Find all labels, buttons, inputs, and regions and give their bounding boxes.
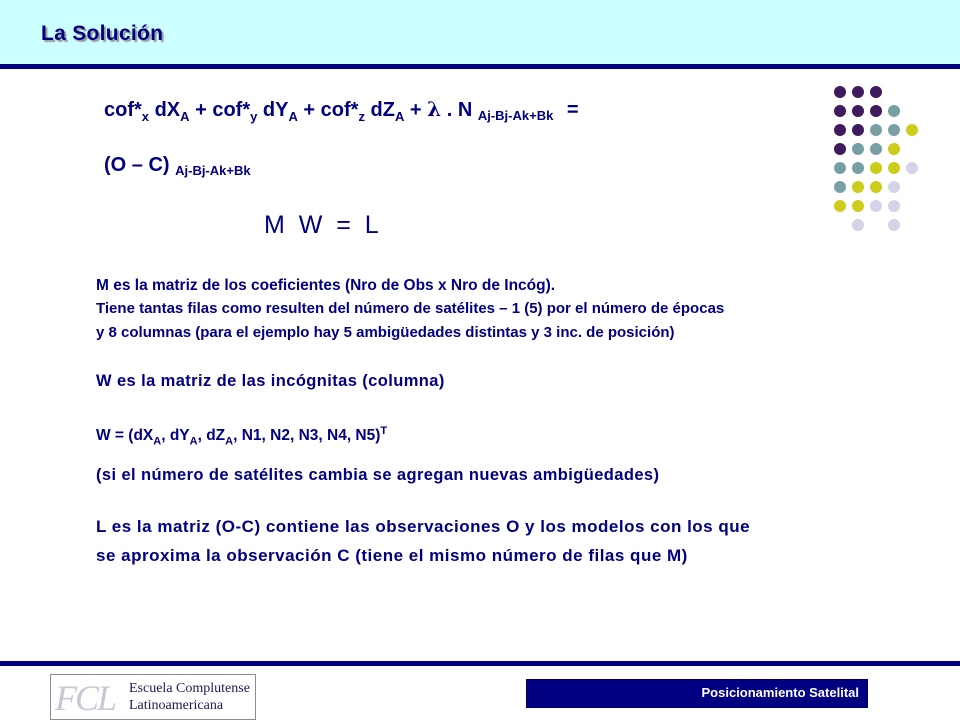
decorative-dot <box>834 86 846 98</box>
decorative-dot <box>870 124 882 136</box>
decorative-dot <box>870 105 882 117</box>
decorative-dot <box>906 162 918 174</box>
decorative-dot <box>870 86 882 98</box>
equation-line-1 <box>104 97 579 124</box>
m-definition: M es la matriz de los coeficientes (Nro de Obs x Nro de Incóg). <box>96 277 556 294</box>
logo-mark: FCL <box>55 678 116 718</box>
eq-text: (O – C) <box>104 154 176 176</box>
w-vec-text: , N1, N2, N3, N4, N5) <box>233 427 381 445</box>
decorative-dot <box>834 181 846 193</box>
lambda-symbol: λ <box>427 97 442 121</box>
decorative-dot <box>852 105 864 117</box>
l-definition-line-2: se aproxima la observación C (tiene el mismo número de filas que M) <box>96 546 688 565</box>
decorative-dot <box>834 124 846 136</box>
decorative-dot <box>870 181 882 193</box>
logo-text <box>129 680 250 714</box>
header-divider <box>0 64 960 69</box>
eq-sub: z <box>358 109 365 124</box>
school-logo <box>50 674 256 720</box>
w-vec-sub: A <box>225 435 234 448</box>
decorative-dot <box>870 162 882 174</box>
course-badge-label: Posicionamiento Satelital <box>701 685 859 700</box>
m-cols-text: y 8 columnas (para el ejemplo hay 5 ambigüedades distintas y 3 inc. de posición) <box>96 324 675 341</box>
decorative-dot <box>906 124 918 136</box>
w-definition: W es la matriz de las incógnitas (columna) <box>96 372 445 390</box>
decorative-dot <box>888 219 900 231</box>
eq-sub: y <box>250 109 258 124</box>
course-badge <box>526 679 868 708</box>
eq-sub: Aj-Bj-Ak+Bk <box>175 163 251 178</box>
decorative-dot-grid <box>828 86 938 236</box>
footer-divider <box>0 661 960 666</box>
equation-line-2 <box>104 154 251 177</box>
decorative-dot <box>852 162 864 174</box>
eq-text: = <box>561 99 579 121</box>
eq-text: + cof* <box>297 99 359 121</box>
slide-title: La Solución <box>41 22 164 45</box>
decorative-dot <box>852 124 864 136</box>
l-definition-line-1: L es la matriz (O-C) contiene las observaciones O y los modelos con los que <box>96 517 751 536</box>
w-vec-sub: A <box>189 435 198 448</box>
eq-sub: Aj-Bj-Ak+Bk <box>477 108 554 123</box>
decorative-dot <box>852 219 864 231</box>
eq-text: dZ <box>364 99 395 121</box>
decorative-dot <box>888 181 900 193</box>
w-vec-text: W = (dX <box>96 427 154 445</box>
logo-line-1: Escuela Complutense <box>129 681 250 696</box>
decorative-dot <box>852 181 864 193</box>
decorative-dot <box>834 200 846 212</box>
eq-sub: x <box>141 109 150 124</box>
w-vec-text: , dY <box>161 427 190 445</box>
decorative-dot <box>834 105 846 117</box>
eq-text: dY <box>257 99 289 121</box>
eq-sub: A <box>394 109 405 124</box>
decorative-dot <box>888 143 900 155</box>
decorative-dot <box>834 143 846 155</box>
matrix-equation: M W = L <box>264 211 379 239</box>
decorative-dot <box>870 200 882 212</box>
eq-text: + cof* <box>189 99 251 121</box>
decorative-dot <box>852 200 864 212</box>
eq-sub: A <box>288 109 298 124</box>
eq-text: + <box>404 99 428 121</box>
decorative-dot <box>888 200 900 212</box>
eq-text: cof* <box>104 99 142 121</box>
w-vec-sub: A <box>153 435 162 448</box>
eq-text: . N <box>441 99 478 121</box>
decorative-dot <box>888 105 900 117</box>
m-rows-text: Tiene tantas filas como resulten del número de satélites – 1 (5) por el número de épocas <box>96 300 725 317</box>
satellite-note: (si el número de satélites cambia se agregan nuevas ambigüedades) <box>96 466 660 484</box>
decorative-dot <box>852 143 864 155</box>
decorative-dot <box>888 162 900 174</box>
decorative-dot <box>870 143 882 155</box>
eq-text: dX <box>149 99 181 121</box>
logo-line-2: Latinoamericana <box>129 698 224 713</box>
decorative-dot <box>834 162 846 174</box>
w-vec-text: , dZ <box>197 427 226 445</box>
decorative-dot <box>852 86 864 98</box>
w-vec-sup: T <box>380 425 388 437</box>
eq-sub: A <box>180 109 190 124</box>
w-vector <box>96 425 387 447</box>
decorative-dot <box>888 124 900 136</box>
